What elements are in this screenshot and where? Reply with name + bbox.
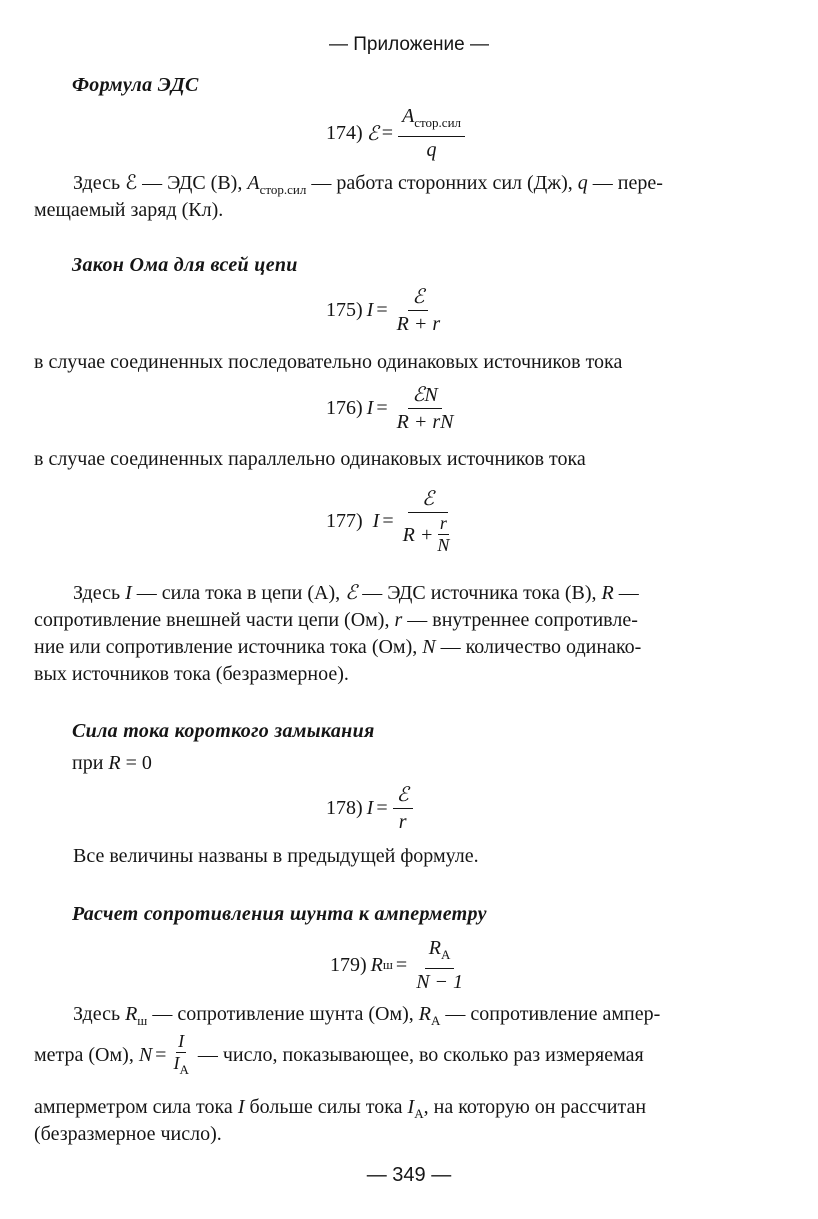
subscript: А: [431, 1013, 441, 1028]
fraction-numerator: ℰ: [408, 487, 448, 513]
subscript: ш: [382, 957, 393, 972]
fraction: [393, 783, 413, 834]
text: — ЭДС источника тока (В),: [362, 582, 597, 604]
text: — количество одинако-: [440, 636, 642, 658]
heading-emf-formula: Формула ЭДС: [72, 74, 199, 96]
fraction-numerator: ℰ: [393, 783, 413, 809]
formula-number: 174): [326, 121, 363, 144]
subscript: A: [414, 1106, 424, 1121]
subscript: А: [441, 947, 451, 962]
equals-sign: =: [395, 953, 408, 976]
text: — число, показывающее, во сколько раз измеряемая: [197, 1044, 644, 1066]
paragraph-174-line2: мещаемый заряд (Кл).: [34, 199, 224, 221]
text: — внутреннее сопротивле-: [407, 609, 638, 631]
fraction-numerator: ℰ: [408, 285, 428, 311]
text-series-sources: в случае соединенных последовательно одинаковых источников тока: [34, 351, 623, 373]
text-parallel-sources: в случае соединенных параллельно одинаковых источников тока: [34, 448, 586, 470]
heading-shunt-resistance: Расчет сопротивления шунта к амперметру: [72, 903, 487, 925]
fraction: [398, 104, 465, 162]
subscript: стор.сил: [259, 182, 307, 197]
text-all-quantities: Все величины названы в предыдущей формуле.: [73, 845, 479, 867]
var-a: A: [247, 172, 260, 194]
var-r-small: r: [394, 609, 403, 631]
equals-sign: =: [381, 121, 394, 144]
var-n: N: [422, 636, 436, 658]
fraction-numerator: ℰN: [408, 383, 441, 409]
text: Здесь ℰ — ЭДС (В),: [73, 172, 243, 194]
formula-number: 178): [326, 797, 363, 819]
formula-176: [326, 383, 459, 434]
text: — сопротивление ампер-: [445, 1003, 661, 1025]
text: амперметром сила тока: [34, 1096, 233, 1118]
equals-sign: =: [382, 509, 394, 532]
inner-fraction: [435, 514, 451, 555]
formula-lhs: ℰ: [366, 122, 379, 145]
paragraph-177-line4: вых источников тока (безразмерное).: [34, 663, 349, 685]
formula-number: 175): [326, 299, 363, 321]
var-r: R: [418, 1003, 431, 1025]
var-a: A: [402, 105, 415, 127]
text: Здесь: [73, 1003, 121, 1025]
text: Здесь: [73, 582, 121, 604]
formula-177: [326, 487, 459, 555]
formula-number: 179): [330, 953, 367, 976]
fraction-denominator: [423, 137, 441, 162]
formula-175: [326, 285, 446, 336]
var-r: R: [428, 937, 442, 959]
formula-178: [326, 783, 415, 834]
paragraph-179-line1: [73, 1001, 660, 1034]
fraction-numerator: [425, 936, 455, 969]
condition-r-zero: [72, 750, 152, 777]
paragraph-179-line4: (безразмерное число).: [34, 1123, 222, 1145]
subscript: стор.сил: [414, 115, 462, 130]
formula-number: 176): [326, 397, 363, 419]
var-r: R: [125, 1003, 138, 1025]
var-i: I: [237, 1096, 245, 1118]
text: метра (Ом),: [34, 1044, 134, 1066]
fraction-numerator: [398, 104, 465, 137]
running-header: — Приложение —: [329, 34, 489, 55]
text: — сила тока в цепи (А),: [136, 582, 341, 604]
fraction: [412, 936, 467, 994]
var-n: N: [138, 1044, 153, 1066]
text: = 0: [125, 752, 152, 774]
formula-lhs: I: [366, 797, 374, 819]
fraction-denominator: [171, 1053, 190, 1079]
text: — пере-: [592, 172, 663, 194]
formula-lhs: I: [366, 299, 374, 321]
var-q: q: [426, 139, 437, 161]
paragraph-177-line3: [34, 634, 641, 661]
var-i: I: [125, 582, 132, 604]
formula-lhs: I: [372, 509, 380, 532]
var-q: q: [577, 172, 588, 194]
fraction: [393, 383, 458, 434]
equals-sign: =: [376, 397, 388, 419]
formula-lhs: I: [366, 397, 374, 419]
formula-number: 177): [326, 509, 363, 532]
equals-sign: =: [376, 797, 388, 819]
denominator-r: R +: [402, 523, 434, 546]
paragraph-179-line2: [34, 1032, 644, 1079]
fraction: [393, 285, 445, 336]
fraction-numerator: I: [178, 1031, 185, 1051]
text: сопротивление внешней части цепи (Ом),: [34, 609, 390, 631]
equals-sign: =: [155, 1044, 167, 1066]
text: — сопротивление шунта (Ом),: [152, 1003, 414, 1025]
subscript: ш: [137, 1013, 148, 1028]
formula-lhs: R: [370, 953, 383, 976]
text: ние или сопротивление источника тока (Ом),: [34, 636, 418, 658]
subscript: A: [179, 1062, 189, 1077]
fraction-denominator: [399, 513, 458, 555]
text: при: [72, 752, 104, 774]
equals-sign: =: [376, 299, 388, 321]
text: , на которую он рассчитан: [423, 1096, 647, 1118]
text: больше силы тока: [249, 1096, 403, 1118]
formula-179: [330, 936, 469, 994]
var-emf: ℰ: [345, 582, 358, 604]
text: —: [618, 582, 639, 604]
paragraph-177-line1: [73, 580, 639, 607]
var-i: I: [173, 1053, 180, 1073]
inline-fraction: [171, 1032, 190, 1079]
paragraph-177-line2: [34, 607, 638, 634]
fraction-denominator: N − 1: [416, 971, 464, 993]
var-i: I: [407, 1096, 415, 1118]
inner-numerator: r: [439, 513, 447, 533]
fraction-denominator: R + r: [396, 313, 441, 335]
fraction: [399, 487, 458, 555]
formula-174: [326, 104, 467, 162]
heading-ohm-law: Закон Ома для всей цепи: [72, 254, 298, 276]
var-r: R: [108, 752, 121, 774]
inner-denominator: N: [437, 535, 450, 555]
fraction-denominator: r: [398, 811, 407, 833]
heading-short-circuit: Сила тока короткого замыкания: [72, 720, 375, 742]
page-number: — 349 —: [366, 1164, 452, 1186]
var-r: R: [601, 582, 614, 604]
fraction-denominator: R + rN: [396, 411, 454, 433]
text: — работа сторонних сил (Дж),: [311, 172, 573, 194]
